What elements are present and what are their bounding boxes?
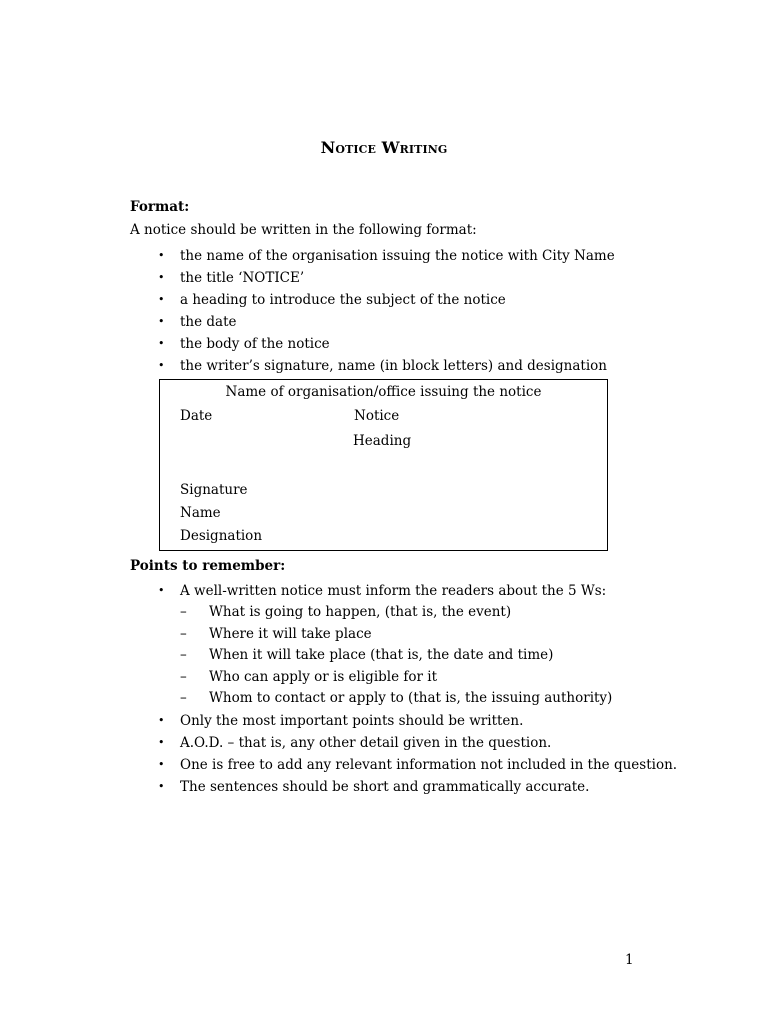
bullet-icon: •	[158, 757, 165, 771]
bullet-icon: •	[158, 271, 165, 284]
box-notice: Notice	[354, 408, 400, 424]
bullet-icon: •	[158, 735, 165, 749]
sub-list-item-text: Who can apply or is eligible for it	[209, 668, 437, 685]
list-item-text: the body of the notice	[180, 336, 330, 352]
list-item-text: A well-written notice must inform the readers about the 5 Ws:	[180, 583, 607, 599]
list-item	[155, 311, 615, 333]
ws-list	[180, 602, 677, 710]
list-item	[155, 355, 615, 377]
bullet-icon: •	[158, 779, 165, 793]
dash-icon: –	[180, 647, 187, 663]
sub-list-item-text: Whom to contact or apply to (that is, the issuing authority)	[209, 690, 613, 706]
sub-list-item-text: What is going to happen, (that is, the event)	[209, 604, 512, 620]
sub-list-item-text: Where it will take place	[209, 625, 372, 642]
bullet-icon: •	[158, 584, 165, 597]
notice-format-box	[159, 379, 608, 551]
box-signature: Signature	[180, 482, 248, 498]
list-item-text: One is free to add any relevant information not included in the question.	[180, 756, 678, 773]
bullet-icon: •	[158, 315, 165, 328]
box-heading: Heading	[353, 433, 412, 449]
bullet-icon: •	[158, 713, 165, 727]
box-date: Date	[180, 408, 213, 424]
format-heading: Format:	[130, 199, 190, 215]
list-item	[155, 267, 615, 289]
sub-list-item	[180, 602, 677, 624]
points-list	[155, 580, 677, 798]
list-item	[155, 710, 677, 732]
list-item-text: the name of the organisation issuing the notice with City Name	[180, 248, 615, 264]
box-name: Name	[180, 505, 221, 521]
points-heading: Points to remember:	[130, 558, 286, 574]
bullet-icon: •	[158, 249, 165, 262]
box-organisation: Name of organisation/office issuing the notice	[225, 384, 542, 400]
bullet-icon: •	[158, 293, 165, 306]
sub-list-item	[180, 645, 677, 667]
sub-list-item	[180, 624, 677, 646]
list-item-text: A.O.D. – that is, any other detail given in the question.	[180, 734, 552, 751]
list-item	[155, 289, 615, 311]
dash-icon: –	[180, 604, 187, 620]
bullet-icon: •	[158, 359, 165, 372]
sub-list-item	[180, 667, 677, 689]
list-item-text: the date	[180, 314, 237, 330]
list-item	[155, 732, 677, 754]
sub-list-container	[155, 602, 677, 710]
list-item	[155, 580, 677, 602]
sub-list-item-text: When it will take place (that is, the date and time)	[209, 647, 554, 663]
dash-icon: –	[180, 690, 187, 706]
list-item-text: Only the most important points should be written.	[180, 712, 524, 729]
sub-list-item	[180, 688, 677, 710]
page-number: 1	[625, 952, 634, 968]
page-title: Notice Writing	[320, 138, 448, 157]
list-item	[155, 776, 677, 798]
format-list	[155, 245, 615, 377]
bullet-icon: •	[158, 337, 165, 350]
dash-icon: –	[180, 625, 187, 642]
list-item-text: The sentences should be short and grammatically accurate.	[180, 778, 590, 795]
list-item	[155, 245, 615, 267]
list-item-text: the writer’s signature, name (in block letters) and designation	[180, 358, 607, 374]
box-designation: Designation	[180, 528, 263, 544]
list-item-text: a heading to introduce the subject of the notice	[180, 292, 506, 308]
format-intro: A notice should be written in the following format:	[130, 222, 477, 238]
dash-icon: –	[180, 668, 187, 685]
list-item	[155, 754, 677, 776]
list-item	[155, 333, 615, 355]
list-item-text: the title ‘NOTICE’	[180, 270, 305, 286]
